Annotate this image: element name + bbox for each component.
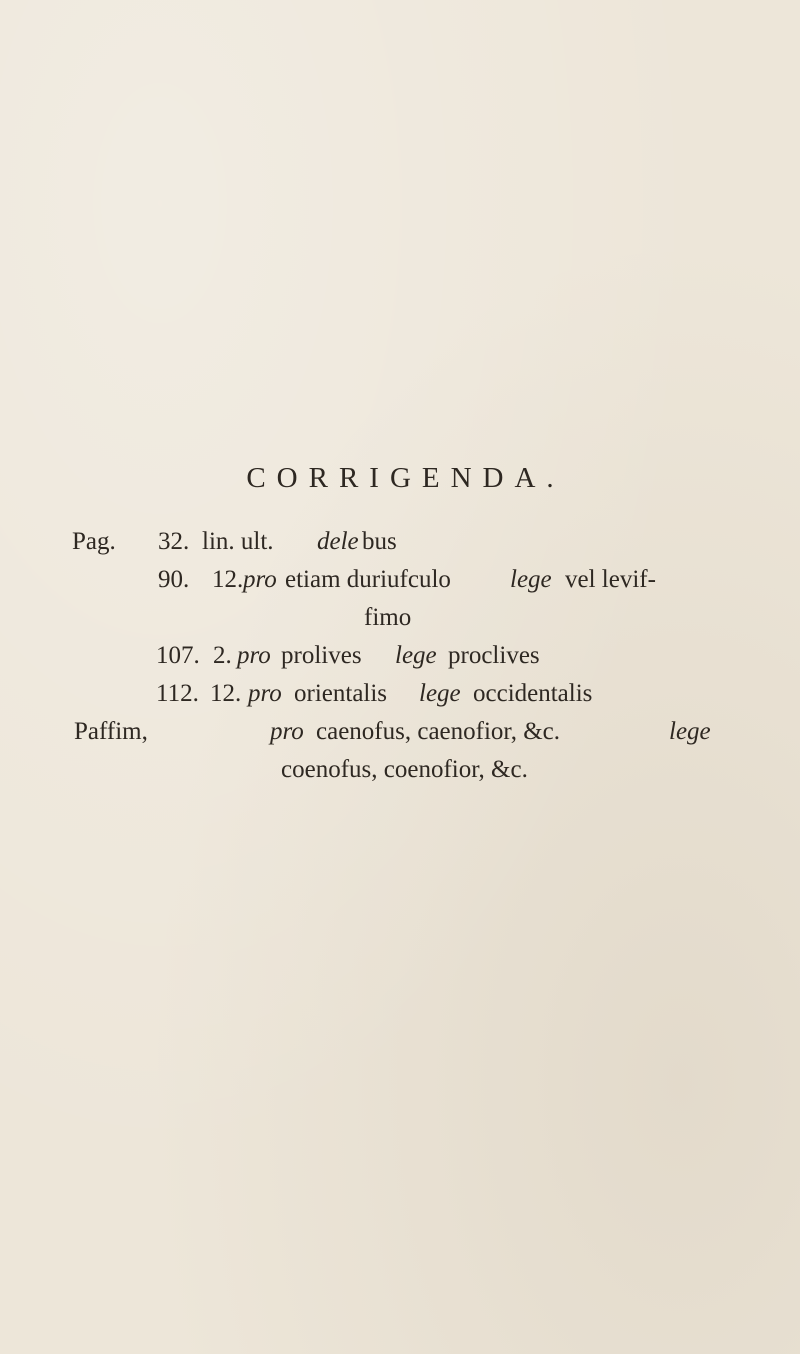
correction-text: bus bbox=[362, 528, 397, 555]
pro-word: pro bbox=[237, 642, 271, 669]
page-title: CORRIGENDA. bbox=[246, 462, 565, 494]
lege-word: lege bbox=[669, 718, 711, 745]
pro-word: pro bbox=[270, 718, 304, 745]
wrong-text: prolives bbox=[281, 642, 362, 669]
line-reference: 2. bbox=[213, 642, 232, 669]
instruction-word: dele bbox=[317, 528, 359, 555]
right-text-continued: fimo bbox=[364, 604, 412, 631]
pro-word: pro bbox=[248, 680, 282, 707]
lege-word: lege bbox=[395, 642, 437, 669]
right-text: proclives bbox=[448, 642, 540, 669]
lege-word: lege bbox=[510, 566, 552, 593]
page-label: Pag. bbox=[72, 528, 116, 555]
right-text: occidentalis bbox=[473, 680, 593, 707]
wrong-text: orientalis bbox=[294, 680, 388, 707]
page-number: 112. bbox=[156, 680, 199, 707]
line-reference: 12. bbox=[212, 566, 244, 593]
line-reference: 12. bbox=[210, 680, 242, 707]
page-number: Paffim, bbox=[74, 718, 148, 745]
lege-word: lege bbox=[419, 680, 461, 707]
right-text: coenofus, coenofior, &c. bbox=[281, 756, 528, 783]
page-number: 107. bbox=[156, 642, 200, 669]
line-reference: lin. ult. bbox=[202, 528, 274, 555]
pro-word: pro bbox=[243, 566, 277, 593]
page-number: 90. bbox=[158, 566, 190, 593]
wrong-text: etiam duriufculo bbox=[285, 566, 451, 593]
right-text: vel levif- bbox=[565, 566, 656, 593]
wrong-text: caenofus, caenofior, &c. bbox=[316, 718, 561, 745]
page-number: 32. bbox=[158, 528, 190, 555]
